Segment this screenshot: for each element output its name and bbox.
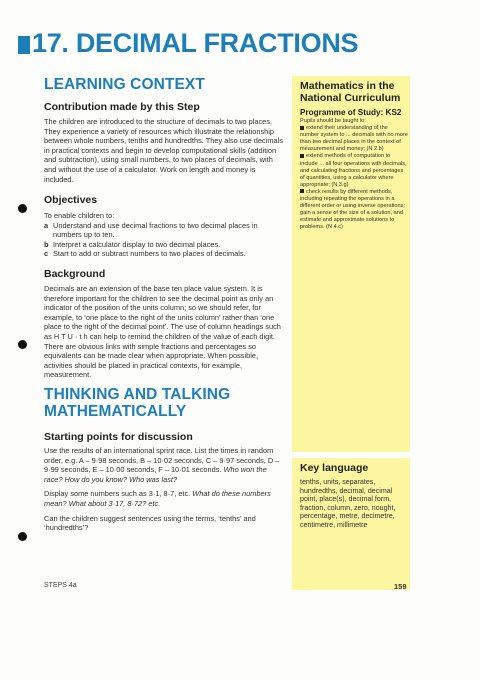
binder-hole [18, 204, 27, 213]
square-bullet-icon [300, 154, 304, 158]
sidebar-bullet-text: check results by different methods, including repeating the operations in a different order or using inverse operations; gain a sense of the size of a solution, and estimate and approximate solutions to problems. (N 4.c) [300, 188, 405, 231]
square-bullet-icon [300, 126, 304, 130]
objectives-list [44, 211, 284, 259]
square-bullet-icon [300, 189, 304, 193]
thinking-heading [44, 386, 230, 420]
discussion-text: Display some numbers such as 3·1, 8·7, etc. [44, 489, 191, 499]
sidebar-intro: Pupils should be taught to: [300, 118, 366, 124]
title-bullet-mark [18, 36, 30, 54]
contribution-paragraph: The children are introduced to the structure of decimals to two places. They experience a variety of resources which illustrate the relationship between whole numbers, tenths and hundredths. They also use decimals in practical contexts and begin to develop computational skills (addition and subtraction), using small numbers, to two places of decimals, with and without the use of a calculator. Work on length and money is included. [44, 117, 283, 184]
key-language-text: tenths, units, separates, hundredths, decimal, decimal point, place(s), decimal form, fraction, column, zero, nought, percentage, metre, decimetre, centimetre, millimetre [300, 478, 396, 529]
sidebar-bullet [300, 153, 408, 188]
background-text [44, 284, 284, 380]
sidebar-text [300, 118, 408, 232]
objective-letter: b [44, 239, 49, 249]
thinking-heading-line1: THINKING AND TALKING [44, 386, 231, 403]
sidebar-bullet [300, 189, 408, 232]
objective-letter: c [44, 249, 49, 259]
background-paragraph: Decimals are an extension of the base ten place value system. It is therefore important for the children to see the decimal point as only an indicator of the position of the units column; so we should refer, for example, to ‘one place to the right of the units column’ rather than ‘one place to the right of the decimal point’. The use of column headings such as H T U · t h can help to remind the children of the value of each digit. There are obvious links with simple fractions and percentages so equivalents can be made clear when appropriate. When possible, activities should be placed in practical contexts, for example, measurement. [44, 284, 281, 380]
objective-text: Start to add or subtract numbers to two places of decimals. [53, 249, 246, 259]
thinking-heading-line2: MATHEMATICALLY [44, 403, 187, 420]
sidebar-bullet [300, 125, 408, 153]
chapter-title: 17. DECIMAL FRACTIONS [32, 28, 359, 58]
objective-text: Understand and use decimal fractions to two decimal places in numbers up to ten. [53, 220, 258, 240]
discussion-question: Who won the race? How do you know? Who was last? [44, 465, 267, 484]
objective-item [44, 240, 284, 250]
objectives-heading: Objectives [44, 194, 98, 206]
programme-of-study: Programme of Study: KS2 [300, 108, 402, 117]
sidebar-bullet-text: extend their understanding of the number system to ... decimals with no more than two decimal places in the context of measurement and money; (N 2.b) [300, 125, 408, 153]
objective-letter: a [44, 220, 49, 230]
objective-item [44, 221, 284, 240]
discussion-paragraph [44, 489, 284, 508]
discussion-question: What do these numbers mean? What about 3·17, 8·72? etc. [44, 489, 271, 508]
objectives-intro: To enable children to: [44, 211, 115, 220]
page-number: 159 [394, 582, 407, 591]
footer-book-label: STEPS 4a [44, 582, 77, 589]
contribution-text [44, 117, 284, 184]
discussion-paragraph [44, 446, 284, 484]
discussion-paragraph: Can the children suggest sentences using the terms, ‘tenths’ and ‘hundredths’? [44, 513, 256, 533]
key-language-title: Key language [300, 462, 369, 474]
learning-context-heading: LEARNING CONTEXT [44, 76, 205, 93]
contribution-heading: Contribution made by this Step [44, 101, 200, 113]
background-heading: Background [44, 268, 106, 280]
binder-hole [18, 532, 27, 541]
sidebar-bullet-text: extend methods of computation to include ... all four operations with decimals, and calculating fractions and percentages of quantities, using a calculator where appropriate; (N 3.g) [300, 153, 407, 188]
objective-item [44, 249, 284, 259]
starting-points-text [44, 446, 284, 533]
objective-text: Interpret a calculator display to two decimal places. [53, 239, 221, 249]
binder-hole [18, 340, 27, 349]
discussion-text: Use the results of an international sprint race. List the times in random order, e.g. A – 9·98 seconds, B – 10·02 seconds, C – 9·97 seconds, D – 9·99 seconds, E – 10·00 seconds, F – 10·01 seconds. [44, 446, 280, 475]
sidebar-title: Mathematics in the National Curriculum [300, 80, 401, 104]
starting-points-heading: Starting points for discussion [44, 431, 193, 443]
